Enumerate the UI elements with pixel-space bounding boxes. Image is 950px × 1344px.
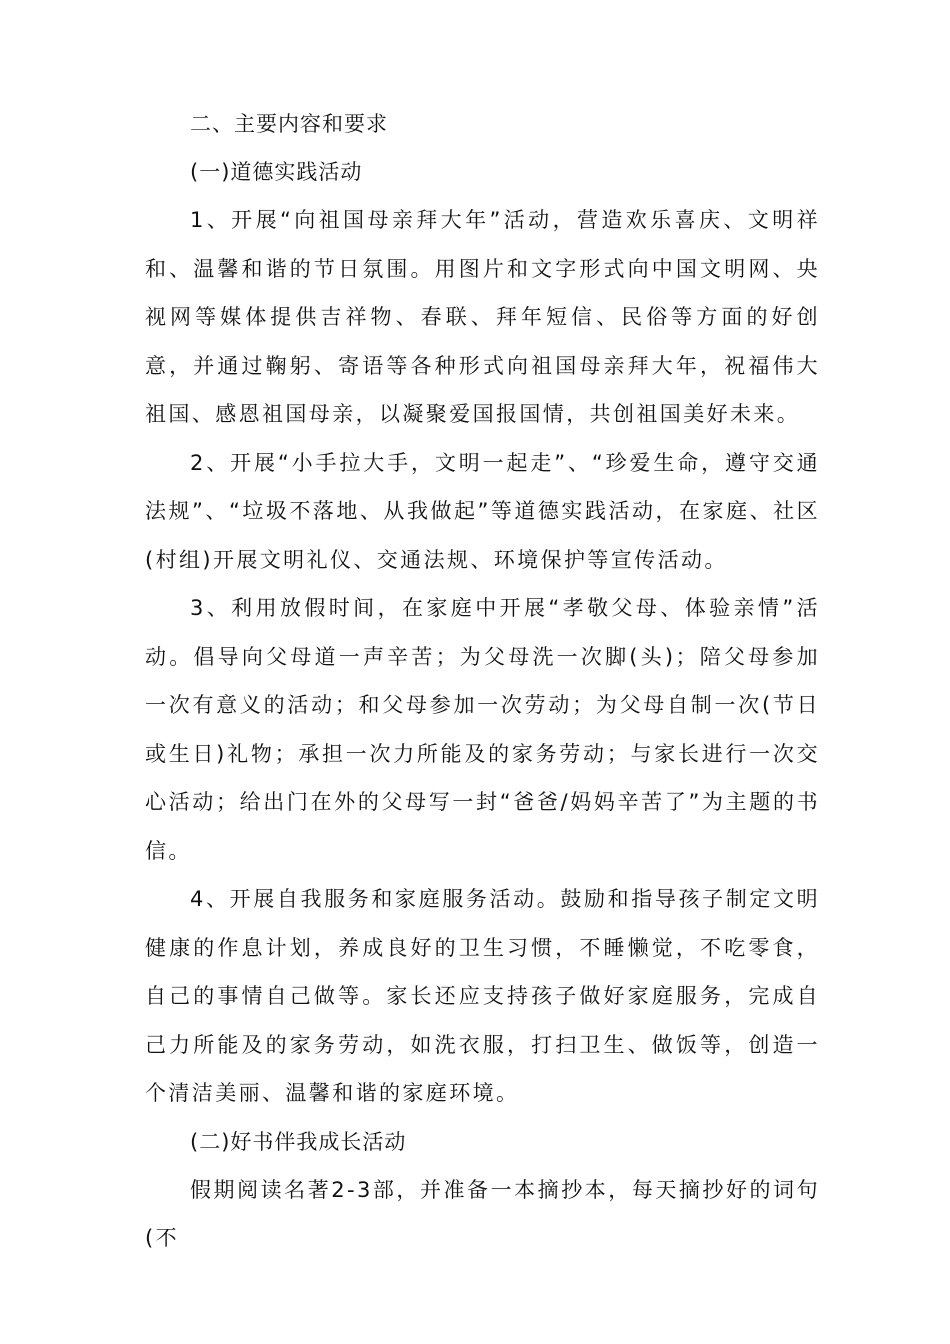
paragraph-item-3: 3、利用放假时间，在家庭中开展“孝敬父母、体验亲情”活动。倡导向父母道一声辛苦；为父母洗一次脚(头)；陪父母参加一次有意义的活动；和父母参加一次劳动；为父母自制一次(节日或生日)礼物；承担一次力所能及的家务劳动；与家长进行一次交心活动；给出门在外的父母写一封“爸爸/妈妈辛苦了”为主题的书信。 xyxy=(145,596,820,863)
section-heading: 二、主要内容和要求 xyxy=(190,112,388,136)
subsection-heading-reading: (二)好书伴我成长活动 xyxy=(190,1129,407,1154)
paragraph-item-1: 1、开展“向祖国母亲拜大年”活动，营造欢乐喜庆、文明祥和、温馨和谐的节日氛围。用图片和文字形式向中国文明网、央视网等媒体提供吉祥物、春联、拜年短信、民俗等方面的好创意，并通过鞠躬、寄语等各种形式向祖国母亲拜大年，祝福伟大祖国、感恩祖国母亲，以凝聚爱国报国情，共创祖国美好未来。 xyxy=(145,208,820,426)
paragraph-item-2: 2、开展“小手拉大手，文明一起走”、“珍爱生命，遵守交通法规”、“垃圾不落地、从我做起”等道德实践活动，在家庭、社区(村组)开展文明礼仪、交通法规、环境保护等宣传活动。 xyxy=(145,450,820,572)
document-body xyxy=(145,100,820,1263)
paragraph-item-4: 4、开展自我服务和家庭服务活动。鼓励和指导孩子制定文明健康的作息计划，养成良好的卫生习惯，不睡懒觉，不吃零食，自己的事情自己做等。家长还应支持孩子做好家庭服务，完成自己力所能及的家务劳动，如洗衣服，打扫卫生、做饭等，创造一个清洁美丽、温馨和谐的家庭环境。 xyxy=(145,887,820,1105)
paragraph-reading: 假期阅读名著2-3部，并准备一本摘抄本，每天摘抄好的词句(不 xyxy=(145,1177,820,1250)
subsection-heading-moral-practice: (一)道德实践活动 xyxy=(190,160,363,184)
